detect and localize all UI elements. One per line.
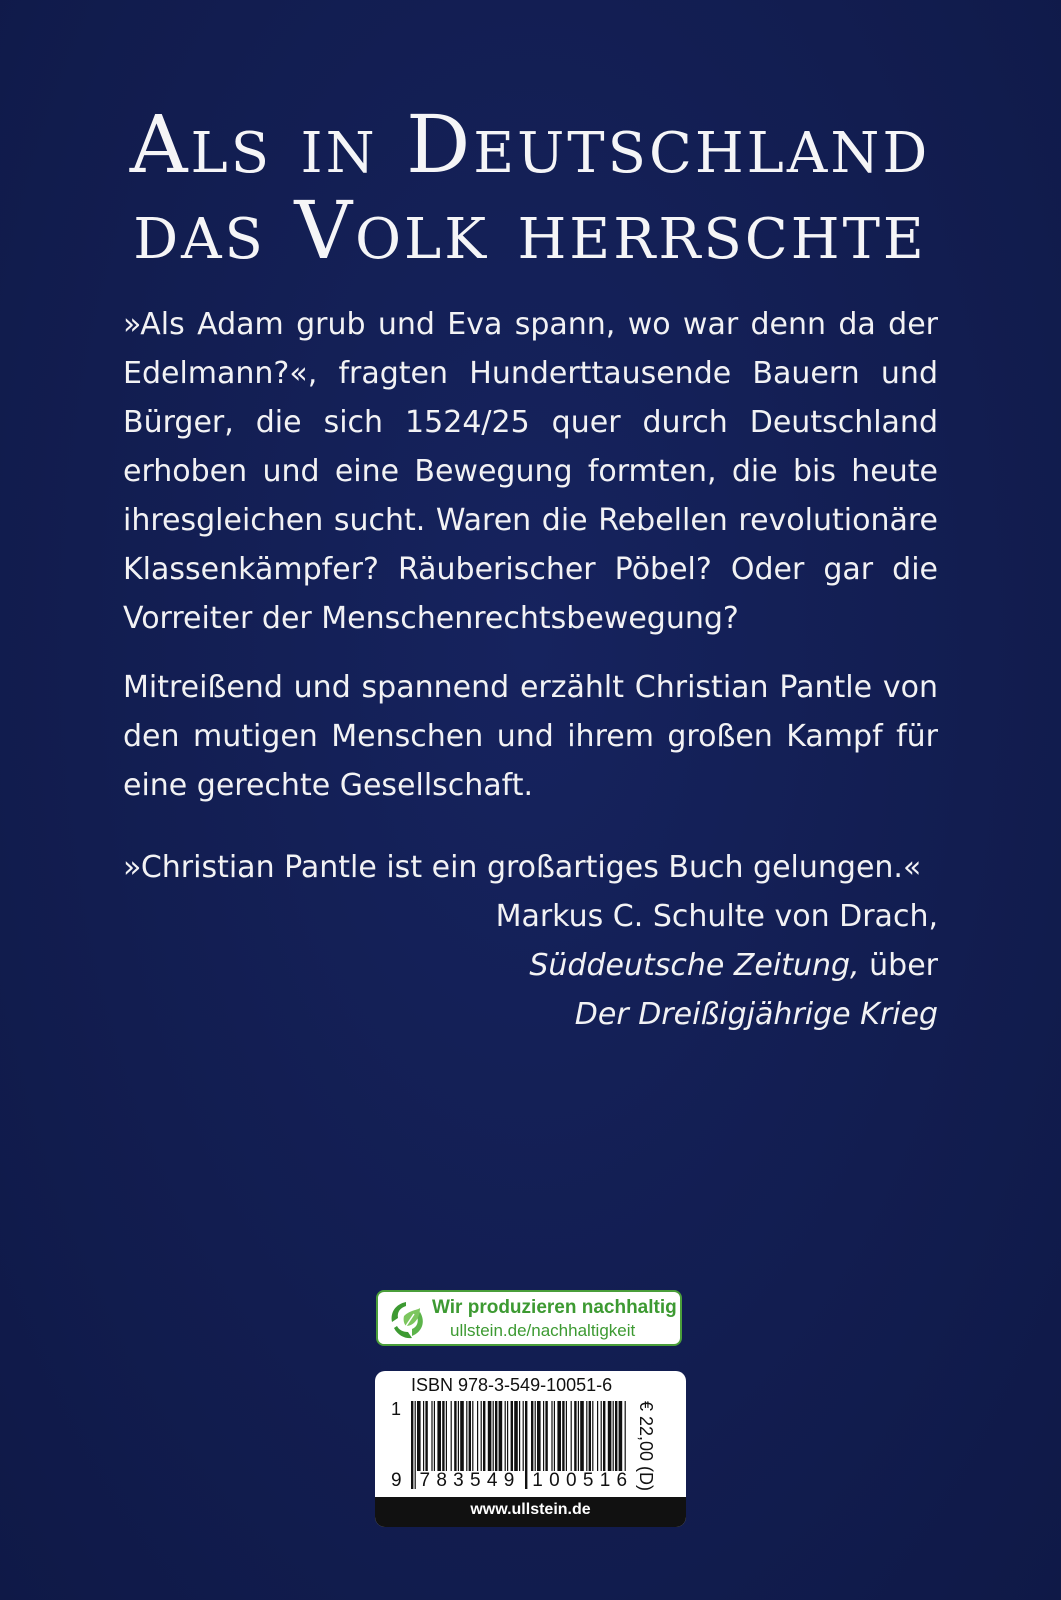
barcode-first-digit: 1	[391, 1399, 402, 1419]
review-book-line	[123, 990, 938, 1039]
website-bar	[375, 1497, 686, 1527]
recycle-leaf-icon	[384, 1298, 428, 1342]
price-label: € 22,00 (D)	[636, 1401, 656, 1492]
review-author: Markus C. Schulte von Drach,	[495, 899, 938, 934]
review-attribution	[123, 892, 938, 1039]
review-quote: »Christian Pantle ist ein großartiges Buch gelungen.«	[123, 850, 922, 885]
barcode-box	[375, 1371, 686, 1527]
blurb-paragraph-2: Mitreißend und spannend erzählt Christian Pantle von den mutigen Menschen und ihrem großen Kampf für eine gerechte Gesellschaft.	[123, 670, 938, 803]
blurb-paragraph-1: »Als Adam grub und Eva spann, wo war denn da der Edelmann?«, fragten Hunderttausende Bauern und Bürger, die sich 1524/25 quer durch Deutschland erhoben und eine Bewegung formten, die bis heute ihresgleichen sucht. Waren die Rebellen revolutionäre Klassenkämpfer? Räuberischer Pöbel? Oder gar die Vorreiter der Menschenrechtsbewegung?	[123, 307, 938, 636]
sustainability-badge	[376, 1290, 682, 1346]
title-line-1: Als in Deutschland	[129, 98, 931, 191]
sustainability-url: ullstein.de/nachhaltigkeit	[450, 1321, 636, 1340]
review-publication: Süddeutsche Zeitung,	[529, 948, 860, 983]
website-label: www.ullstein.de	[470, 1501, 591, 1518]
barcode-digits: 9 783549 100516	[391, 1470, 634, 1491]
review-book: Der Dreißigjährige Krieg	[574, 997, 938, 1032]
isbn-label: ISBN 978-3-549-10051-6	[411, 1375, 613, 1395]
sustainability-title: Wir produzieren nachhaltig	[432, 1297, 677, 1318]
review-connector: über	[859, 948, 938, 983]
title-line-2: das Volk herrschte	[133, 184, 927, 277]
review-source-line	[123, 941, 938, 990]
